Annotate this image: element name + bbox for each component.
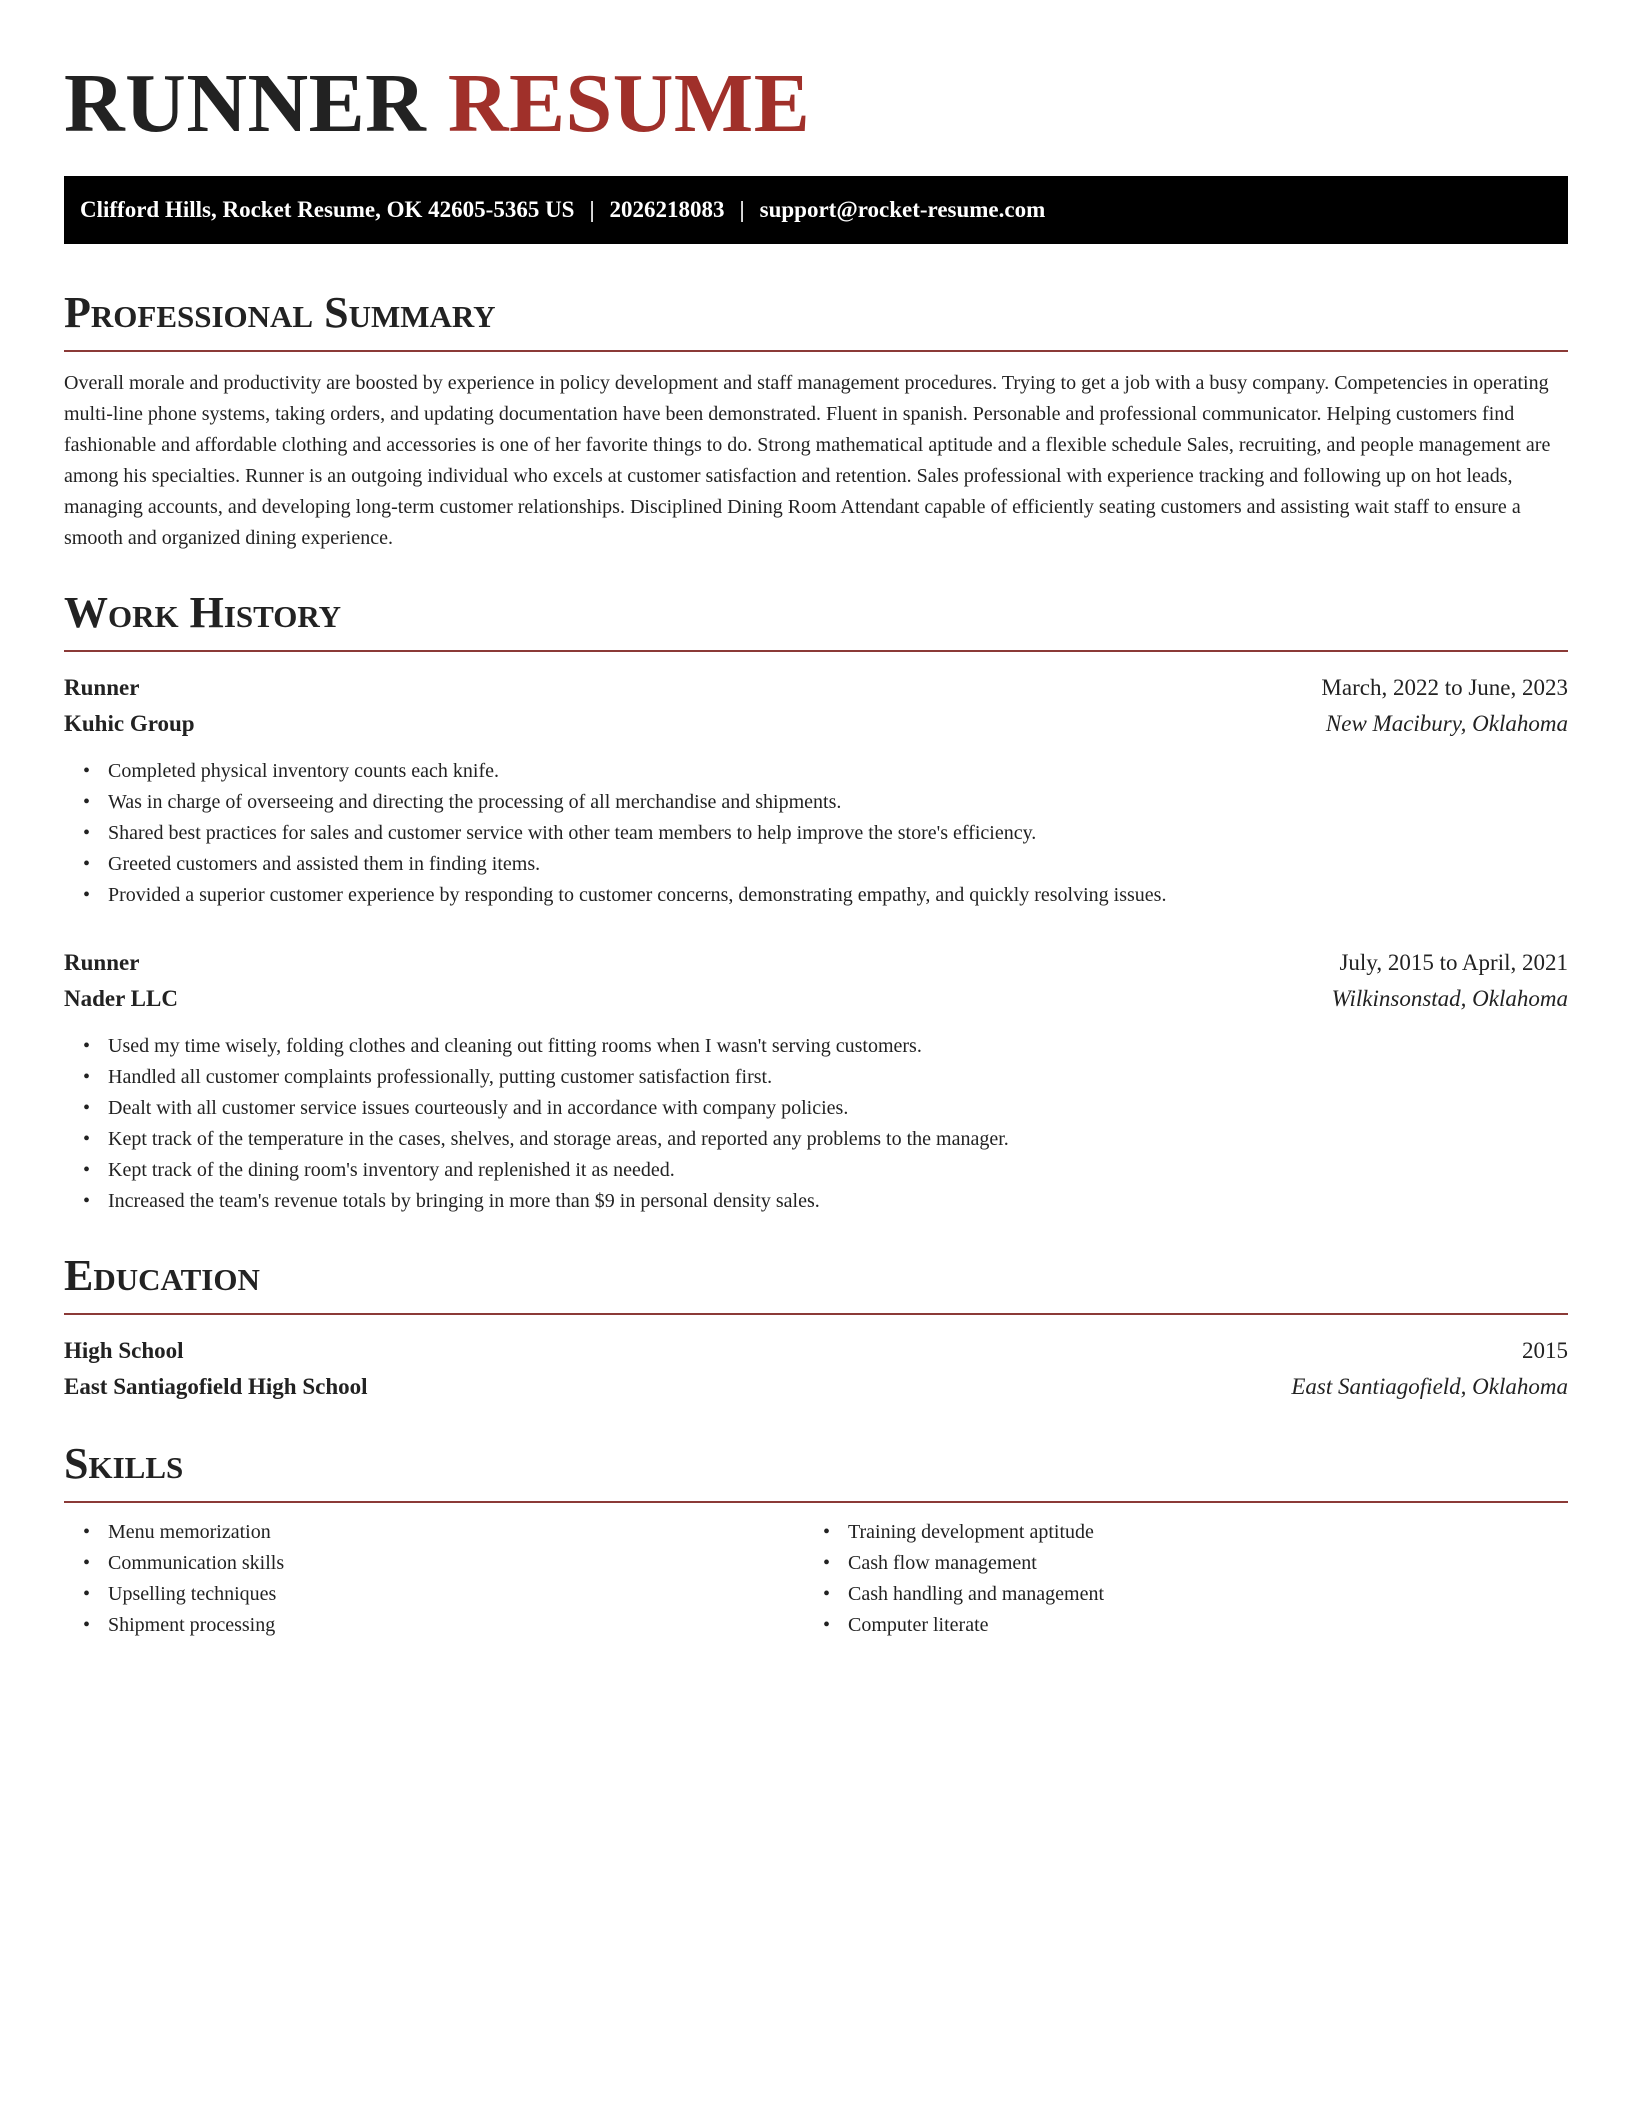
name-first: RUNNER bbox=[64, 57, 427, 150]
name-last: RESUME bbox=[447, 57, 811, 150]
contact-separator: | bbox=[589, 197, 595, 222]
job-role: Runner bbox=[64, 675, 140, 700]
job-duties-list bbox=[64, 756, 1568, 911]
resume-page bbox=[64, 0, 1568, 1641]
contact-bar bbox=[64, 176, 1568, 244]
work-history-title: Work History bbox=[64, 588, 1568, 652]
skills-section bbox=[64, 1439, 1568, 1641]
skill-item: • Training development aptitude bbox=[848, 1517, 1548, 1548]
education-school: East Santiagofield High School bbox=[64, 1374, 368, 1399]
job-dates: July, 2015 to April, 2021 bbox=[1339, 950, 1568, 975]
summary-section bbox=[64, 288, 1568, 554]
education-section bbox=[64, 1251, 1568, 1405]
job-location: New Macibury, Oklahoma bbox=[1325, 711, 1568, 736]
job-company: Kuhic Group bbox=[64, 711, 195, 736]
education-location: East Santiagofield, Oklahoma bbox=[1291, 1374, 1568, 1399]
job-company: Nader LLC bbox=[64, 986, 178, 1011]
skill-item: • Upselling techniques bbox=[108, 1579, 804, 1610]
skill-item: • Menu memorization bbox=[108, 1517, 804, 1548]
contact-phone: 2026218083 bbox=[609, 197, 725, 222]
job-duty: • Shared best practices for sales and customer service with other team members to help improve the store's efficiency. bbox=[108, 818, 1568, 849]
skill-item: • Computer literate bbox=[848, 1610, 1548, 1641]
skills-title: Skills bbox=[64, 1439, 1568, 1503]
job-duty: • Increased the team's revenue totals by bringing in more than $9 in personal density sales. bbox=[108, 1186, 1568, 1217]
job-entry bbox=[64, 945, 1568, 1217]
contact-email: support@rocket-resume.com bbox=[759, 197, 1046, 222]
job-duty: • Completed physical inventory counts each knife. bbox=[108, 756, 1568, 787]
education-year: 2015 bbox=[1522, 1338, 1568, 1363]
work-history-section bbox=[64, 588, 1568, 1217]
job-duty: • Was in charge of overseeing and directing the processing of all merchandise and shipments. bbox=[108, 787, 1568, 818]
job-location: Wilkinsonstad, Oklahoma bbox=[1331, 986, 1568, 1011]
contact-separator: | bbox=[739, 197, 745, 222]
skills-list-right bbox=[804, 1517, 1548, 1641]
skill-item: • Shipment processing bbox=[108, 1610, 804, 1641]
job-duty: • Provided a superior customer experience by responding to customer concerns, demonstrating empathy, and quickly resolving issues. bbox=[108, 880, 1568, 911]
job-duty: • Dealt with all customer service issues courteously and in accordance with company policies. bbox=[108, 1093, 1568, 1124]
job-duty: • Used my time wisely, folding clothes and cleaning out fitting rooms when I wasn't serving customers. bbox=[108, 1031, 1568, 1062]
job-entry bbox=[64, 670, 1568, 911]
job-duty: • Greeted customers and assisted them in finding items. bbox=[108, 849, 1568, 880]
job-duty: • Handled all customer complaints professionally, putting customer satisfaction first. bbox=[108, 1062, 1568, 1093]
contact-address: Clifford Hills, Rocket Resume, OK 42605-5365 US bbox=[80, 197, 575, 222]
education-entry bbox=[64, 1333, 1568, 1405]
skill-item: • Cash flow management bbox=[848, 1548, 1548, 1579]
skill-item: • Cash handling and management bbox=[848, 1579, 1548, 1610]
summary-text: Overall morale and productivity are boosted by experience in policy development and staff management procedures. Trying to get a job with a busy company. Competencies in operating multi-line phone systems, taking orders, and updating documentation have been demonstrated. Fluent in spanish. Personable and professional communicator. Helping customers find fashionable and affordable clothing and accessories is one of her favorite things to do. Strong mathematical aptitude and a flexible schedule Sales, recruiting, and people management are among his specialties. Runner is an outgoing individual who excels at customer satisfaction and retention. Sales professional with experience tracking and following up on hot leads, managing accounts, and developing long-term customer relationships. Disciplined Dining Room Attendant capable of efficiently seating customers and assisting wait staff to ensure a smooth and organized dining experience. bbox=[64, 372, 1551, 549]
skills-list-left bbox=[64, 1517, 804, 1641]
job-duties-list bbox=[64, 1031, 1568, 1217]
education-title: Education bbox=[64, 1251, 1568, 1315]
skill-item: • Communication skills bbox=[108, 1548, 804, 1579]
summary-title: Professional Summary bbox=[64, 288, 1568, 352]
education-degree: High School bbox=[64, 1338, 184, 1363]
job-role: Runner bbox=[64, 950, 140, 975]
job-dates: March, 2022 to June, 2023 bbox=[1321, 675, 1568, 700]
job-duty: • Kept track of the dining room's inventory and replenished it as needed. bbox=[108, 1155, 1568, 1186]
resume-name bbox=[64, 0, 1568, 170]
job-duty: • Kept track of the temperature in the cases, shelves, and storage areas, and reported any problems to the manager. bbox=[108, 1124, 1568, 1155]
